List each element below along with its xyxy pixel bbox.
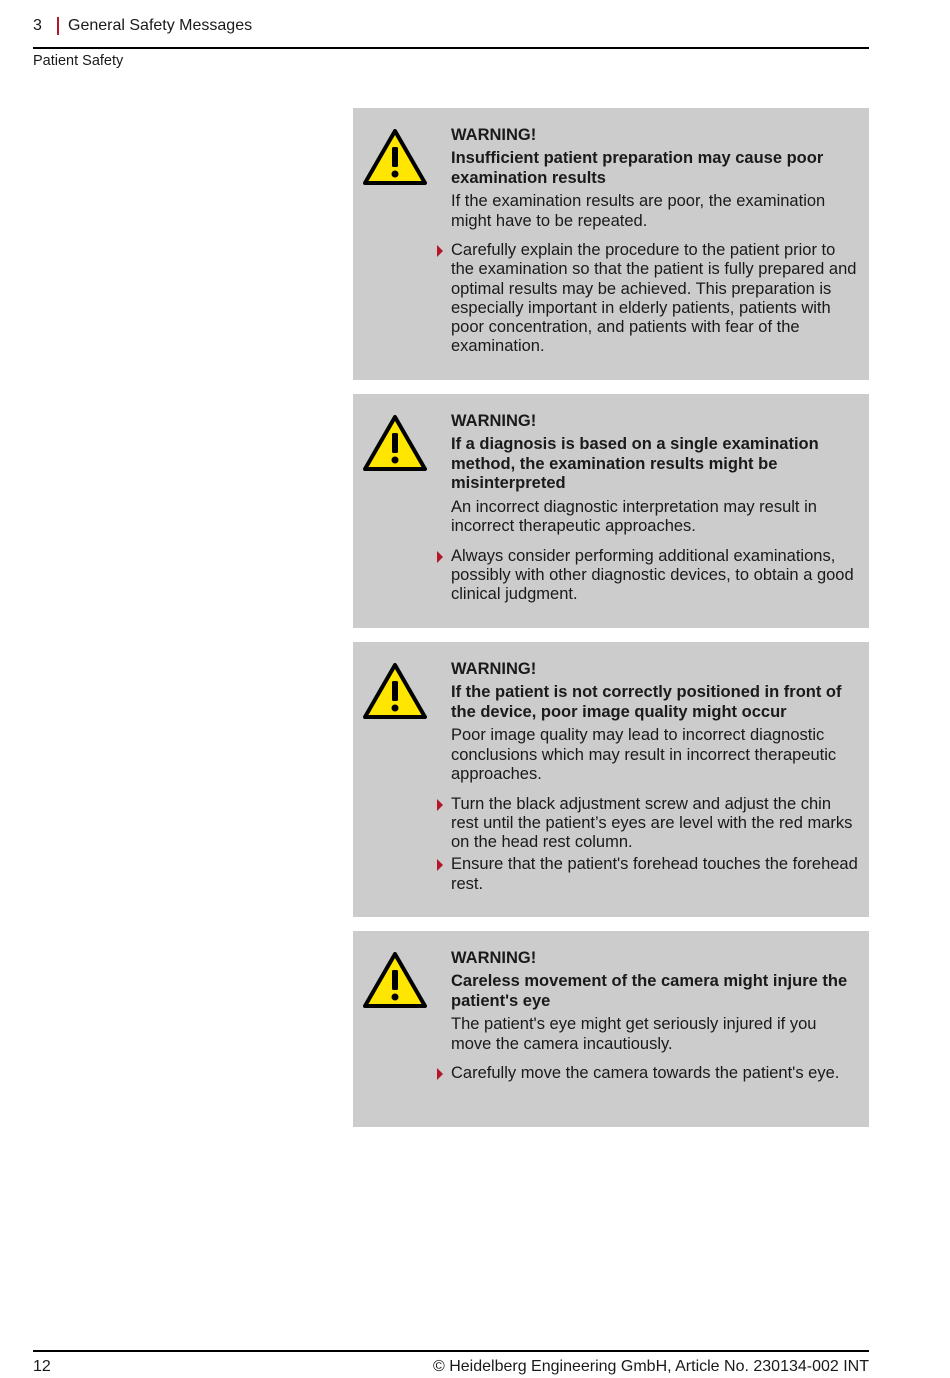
warning-step-text: Carefully explain the procedure to the patient prior to the examination so that the patient is fully prepared and optimal results may be achieved. This preparation is especially important in elderly patients, patients with poor concentration, and patients with fear of the examination. (451, 241, 857, 356)
warning-step (451, 547, 861, 605)
section-title: Patient Safety (33, 53, 124, 69)
chapter-number: 3 (33, 17, 42, 34)
warning-box (353, 394, 869, 628)
warning-steps (451, 795, 861, 894)
arrow-right-icon (437, 551, 443, 563)
arrow-right-icon (437, 1068, 443, 1080)
warning-title: Careless movement of the camera might injure the patient's eye (451, 972, 848, 1010)
warning-heading: WARNING! (451, 660, 537, 678)
warning-step (451, 795, 861, 853)
warning-title: If a diagnosis is based on a single examination method, the examination results might be misinterpreted (451, 435, 819, 492)
warning-box (353, 642, 869, 917)
footer-rule (33, 1350, 869, 1352)
warning-heading: WARNING! (451, 412, 537, 430)
arrow-right-icon (437, 245, 443, 257)
header-rule (33, 47, 869, 49)
warning-description: The patient's eye might get seriously injured if you move the camera incautiously. (451, 1015, 817, 1053)
page-header (33, 16, 252, 36)
warning-steps (451, 1064, 861, 1083)
warning-description: If the examination results are poor, the examination might have to be repeated. (451, 192, 826, 230)
warning-step-text: Turn the black adjustment screw and adjust the chin rest until the patient’s eyes are level with the red marks on the head rest column. (451, 794, 853, 852)
warning-triangle-icon (362, 128, 428, 186)
warning-step (451, 241, 861, 357)
warning-heading: WARNING! (451, 126, 537, 144)
warning-step (451, 1064, 861, 1083)
page-number: 12 (33, 1358, 51, 1375)
warning-triangle-icon (362, 662, 428, 720)
warning-title: Insufficient patient preparation may cause poor examination results (451, 149, 824, 187)
arrow-right-icon (437, 859, 443, 871)
warning-heading: WARNING! (451, 949, 537, 967)
warning-step-text: Always consider performing additional examinations, possibly with other diagnostic devices, to obtain a good clinical judgment. (451, 546, 854, 604)
warning-description: Poor image quality may lead to incorrect diagnostic conclusions which may result in incorrect therapeutic approaches. (451, 726, 837, 783)
warning-description: An incorrect diagnostic interpretation may result in incorrect therapeutic approaches. (451, 497, 817, 535)
warning-title: If the patient is not correctly positioned in front of the device, poor image quality might occur (451, 683, 842, 721)
warning-triangle-icon (362, 951, 428, 1009)
arrow-right-icon (437, 799, 443, 811)
warning-steps (451, 547, 861, 605)
copyright-notice: © Heidelberg Engineering GmbH, Article No. 230134-002 INT (432, 1358, 869, 1375)
warning-box (353, 931, 869, 1127)
warning-step (451, 855, 861, 894)
warning-step-text: Carefully move the camera towards the patient's eye. (451, 1064, 840, 1082)
warning-step-text: Ensure that the patient's forehead touches the forehead rest. (451, 855, 858, 893)
chapter-title: General Safety Messages (68, 17, 253, 34)
warning-steps (451, 241, 861, 357)
chapter-separator (57, 17, 59, 35)
warning-triangle-icon (362, 414, 428, 472)
warning-box (353, 108, 869, 380)
